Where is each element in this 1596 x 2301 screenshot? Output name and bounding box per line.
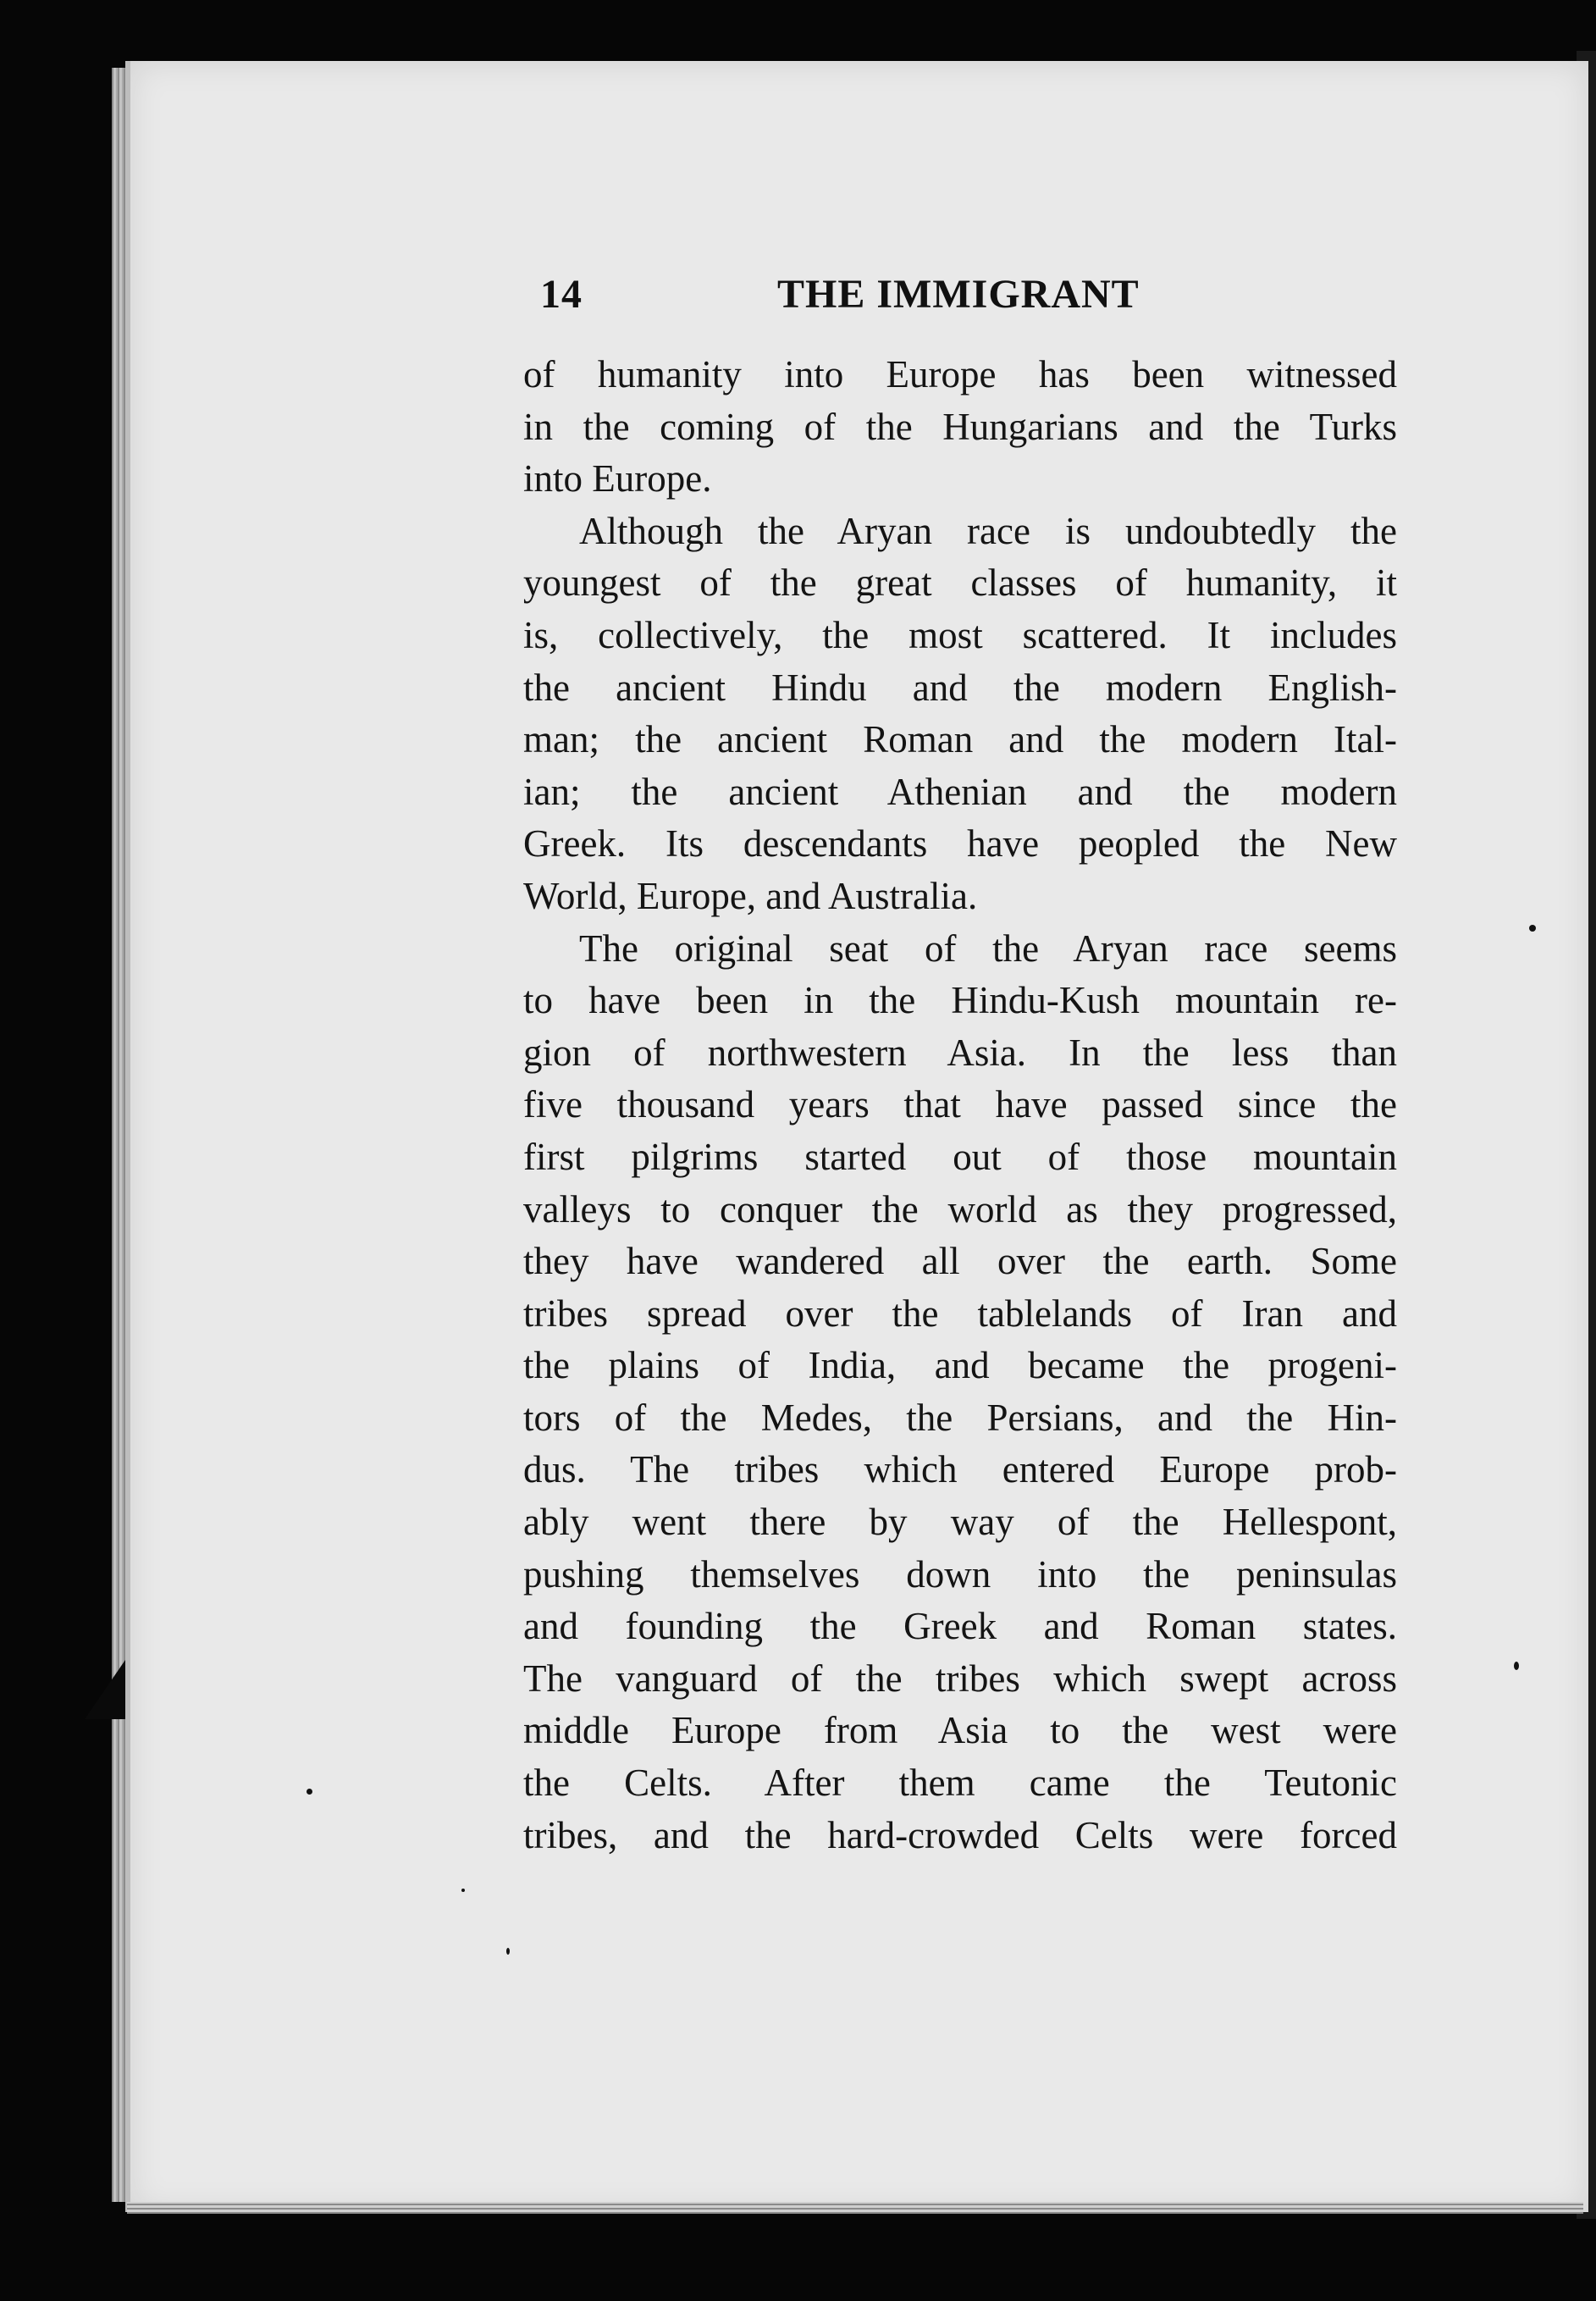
page-header: [540, 271, 1184, 339]
text-line: youngest of the great classes of humanity, it: [523, 561, 1397, 605]
text-line: five thousand years that have passed since the: [523, 1083, 1397, 1126]
text-line: is, collectively, the most scattered. It includes: [523, 613, 1397, 656]
page-bottom-edge: [127, 2202, 1583, 2214]
page-number: 14: [540, 272, 583, 317]
text-line: middle Europe from Asia to the west were: [523, 1709, 1397, 1752]
text-line: first pilgrims started out of those mountain: [523, 1135, 1397, 1178]
text-line: ably went there by way of the Hellespont,: [523, 1501, 1397, 1544]
text-line: in the coming of the Hungarians and the Turks: [523, 405, 1397, 448]
dust-speck: [461, 1889, 465, 1892]
text-line: to have been in the Hindu-Kush mountain re-: [523, 979, 1397, 1022]
paragraph-first-line: Although the Aryan race is undoubtedly the: [579, 509, 1397, 552]
text-line: ian; the ancient Athenian and the modern: [523, 770, 1397, 813]
text-line: and founding the Greek and Roman states.: [523, 1605, 1397, 1648]
body-text: [523, 349, 1397, 1861]
text-line: pushing themselves down into the peninsulas: [523, 1552, 1397, 1596]
page-corner-shadow: [85, 1660, 125, 1719]
text-line: the Celts. After them came the Teutonic: [523, 1762, 1397, 1805]
text-line: dus. The tribes which entered Europe prob-: [523, 1448, 1397, 1491]
dust-speck: [306, 1789, 312, 1795]
text-line: of humanity into Europe has been witnessed: [523, 353, 1397, 395]
text-line: tors of the Medes, the Persians, and the Hin-: [523, 1396, 1397, 1439]
text-line: they have wandered all over the earth. Some: [523, 1240, 1397, 1283]
text-line: the plains of India, and became the progeni-: [523, 1344, 1397, 1387]
text-line: valleys to conquer the world as they progressed,: [523, 1187, 1397, 1231]
text-line: man; the ancient Roman and the modern Ital-: [523, 718, 1397, 761]
dust-speck: [1514, 1662, 1519, 1670]
text-line: gion of northwestern Asia. In the less than: [523, 1031, 1397, 1074]
text-line: Greek. Its descendants have peopled the New: [523, 822, 1397, 866]
text-line: tribes, and the hard-crowded Celts were forced: [523, 1813, 1397, 1856]
text-line: the ancient Hindu and the modern English-: [523, 666, 1397, 709]
dust-speck: [506, 1948, 510, 1955]
text-line: into Europe.: [523, 457, 712, 501]
running-head: THE IMMIGRANT: [777, 272, 1140, 317]
text-line: tribes spread over the tablelands of Iran and: [523, 1292, 1397, 1335]
dust-speck: [1529, 925, 1536, 932]
text-line: The vanguard of the tribes which swept across: [523, 1657, 1397, 1700]
text-line: World, Europe, and Australia.: [523, 874, 978, 917]
paragraph-first-line: The original seat of the Aryan race seems: [579, 926, 1397, 970]
